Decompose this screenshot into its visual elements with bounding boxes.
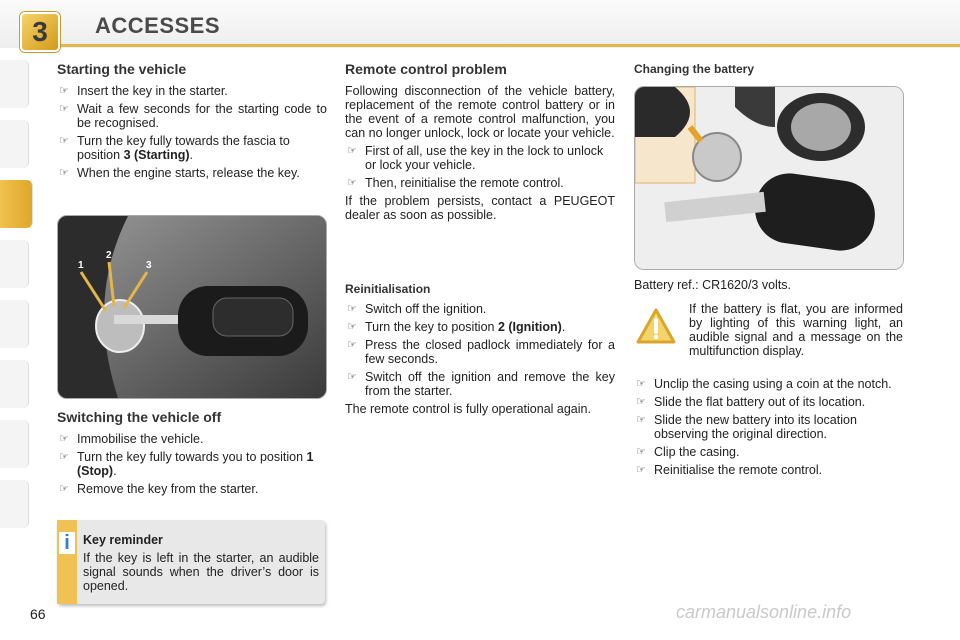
reinit-heading: Reinitialisation xyxy=(345,282,431,296)
warning-triangle-icon xyxy=(636,308,676,344)
battery-illustration xyxy=(634,86,904,270)
pointer-icon: ☞ xyxy=(347,321,357,333)
list-item: ☞ Wait a few seconds for the starting code to be recognised. xyxy=(59,102,327,130)
chapter-badge: 3 xyxy=(20,12,60,52)
chapter-tab-6[interactable] xyxy=(0,360,29,408)
list-item: ☞ Unclip the casing using a coin at the notch. xyxy=(636,377,892,391)
pointer-icon: ☞ xyxy=(347,145,357,157)
list-item: ☞ Slide the new battery into its location observing the original direction. xyxy=(636,413,857,441)
list-item: ☞ Clip the casing. xyxy=(636,445,740,459)
pointer-icon: ☞ xyxy=(59,167,69,179)
pointer-icon: ☞ xyxy=(636,378,646,390)
header-rule xyxy=(40,44,960,47)
ignition-label-1: 1 xyxy=(78,260,84,271)
remote-intro: Following disconnection of the vehicle battery, replacement of the remote control battery or in the event of a remote control malfunction, you can no longer unlock, lock or locate your vehicle. xyxy=(345,84,615,140)
list-item: ☞ Slide the flat battery out of its location. xyxy=(636,395,866,409)
starting-section xyxy=(57,62,327,184)
pointer-icon: ☞ xyxy=(59,85,69,97)
pointer-icon: ☞ xyxy=(636,396,646,408)
reinitialisation-section xyxy=(345,282,615,420)
pointer-icon: ☞ xyxy=(59,103,69,115)
remote-outro: If the problem persists, contact a PEUGEOT dealer as soon as possible. xyxy=(345,194,615,222)
list-item: ☞ Turn the key fully towards you to position 1 (Stop). xyxy=(59,450,314,478)
page-number: 66 xyxy=(30,606,46,622)
battery-section xyxy=(634,278,904,296)
pointer-icon: ☞ xyxy=(636,446,646,458)
pointer-icon: ☞ xyxy=(59,483,69,495)
watermark: carmanualsonline.info xyxy=(676,602,852,622)
pointer-icon: ☞ xyxy=(59,433,69,445)
chapter-tab-5[interactable] xyxy=(0,300,29,348)
remote-heading: Remote control problem xyxy=(345,61,507,77)
page-title: ACCESSES xyxy=(95,13,221,38)
ignition-illustration xyxy=(57,215,327,399)
battery-heading: Changing the battery xyxy=(634,62,755,76)
pointer-icon: ☞ xyxy=(347,371,357,383)
ignition-label-2: 2 xyxy=(106,250,112,261)
list-item: ☞ Turn the key fully towards the fascia to position 3 (Starting). xyxy=(59,134,290,162)
battery-warning-text: If the battery is flat, you are informed by lighting of this warning light, an audible signal and a message on the multifunction display. xyxy=(689,302,903,358)
switching-off-section xyxy=(57,410,327,500)
chapter-tabs xyxy=(0,60,32,580)
list-item: ☞ Immobilise the vehicle. xyxy=(59,432,204,446)
chapter-tab-2[interactable] xyxy=(0,120,29,168)
key-reminder-title: Key reminder xyxy=(83,533,163,547)
list-item: ☞ Press the closed padlock immediately for a few seconds. xyxy=(347,338,615,366)
switching-off-heading: Switching the vehicle off xyxy=(57,409,222,425)
remote-problem-section xyxy=(345,62,615,226)
list-item: ☞ Insert the key in the starter. xyxy=(59,84,228,98)
pointer-icon: ☞ xyxy=(59,135,69,147)
pointer-icon: ☞ xyxy=(347,339,357,351)
chapter-tab-8[interactable] xyxy=(0,480,29,528)
pointer-icon: ☞ xyxy=(636,464,646,476)
pointer-icon: ☞ xyxy=(59,451,69,463)
list-item: ☞ Reinitialise the remote control. xyxy=(636,463,823,477)
pointer-icon: ☞ xyxy=(636,414,646,426)
battery-ref: Battery ref.: CR1620/3 volts. xyxy=(634,278,792,292)
list-item: ☞ Then, reinitialise the remote control. xyxy=(347,176,564,190)
info-icon: i xyxy=(59,532,75,554)
chapter-tab-3[interactable] xyxy=(0,180,33,228)
reinit-outro: The remote control is fully operational again. xyxy=(345,402,591,416)
list-item: ☞ Turn the key to position 2 (Ignition). xyxy=(347,320,566,334)
battery-heading-wrap xyxy=(634,62,904,82)
list-item: ☞ Switch off the ignition. xyxy=(347,302,487,316)
pointer-icon: ☞ xyxy=(347,177,357,189)
list-item: ☞ When the engine starts, release the key. xyxy=(59,166,300,180)
pointer-icon: ☞ xyxy=(347,303,357,315)
chapter-tab-4[interactable] xyxy=(0,240,29,288)
chapter-tab-7[interactable] xyxy=(0,420,29,468)
key-reminder-box xyxy=(57,520,325,604)
battery-steps xyxy=(634,377,904,481)
list-item: ☞ Switch off the ignition and remove the key from the starter. xyxy=(347,370,615,398)
chapter-tab-1[interactable] xyxy=(0,60,29,108)
list-item: ☞ Remove the key from the starter. xyxy=(59,482,259,496)
ignition-label-3: 3 xyxy=(146,260,152,271)
starting-heading: Starting the vehicle xyxy=(57,61,187,77)
list-item: ☞ First of all, use the key in the lock to unlock or lock your vehicle. xyxy=(347,144,604,172)
key-reminder-text: If the key is left in the starter, an audible signal sounds when the driver’s door is opened. xyxy=(83,551,319,593)
